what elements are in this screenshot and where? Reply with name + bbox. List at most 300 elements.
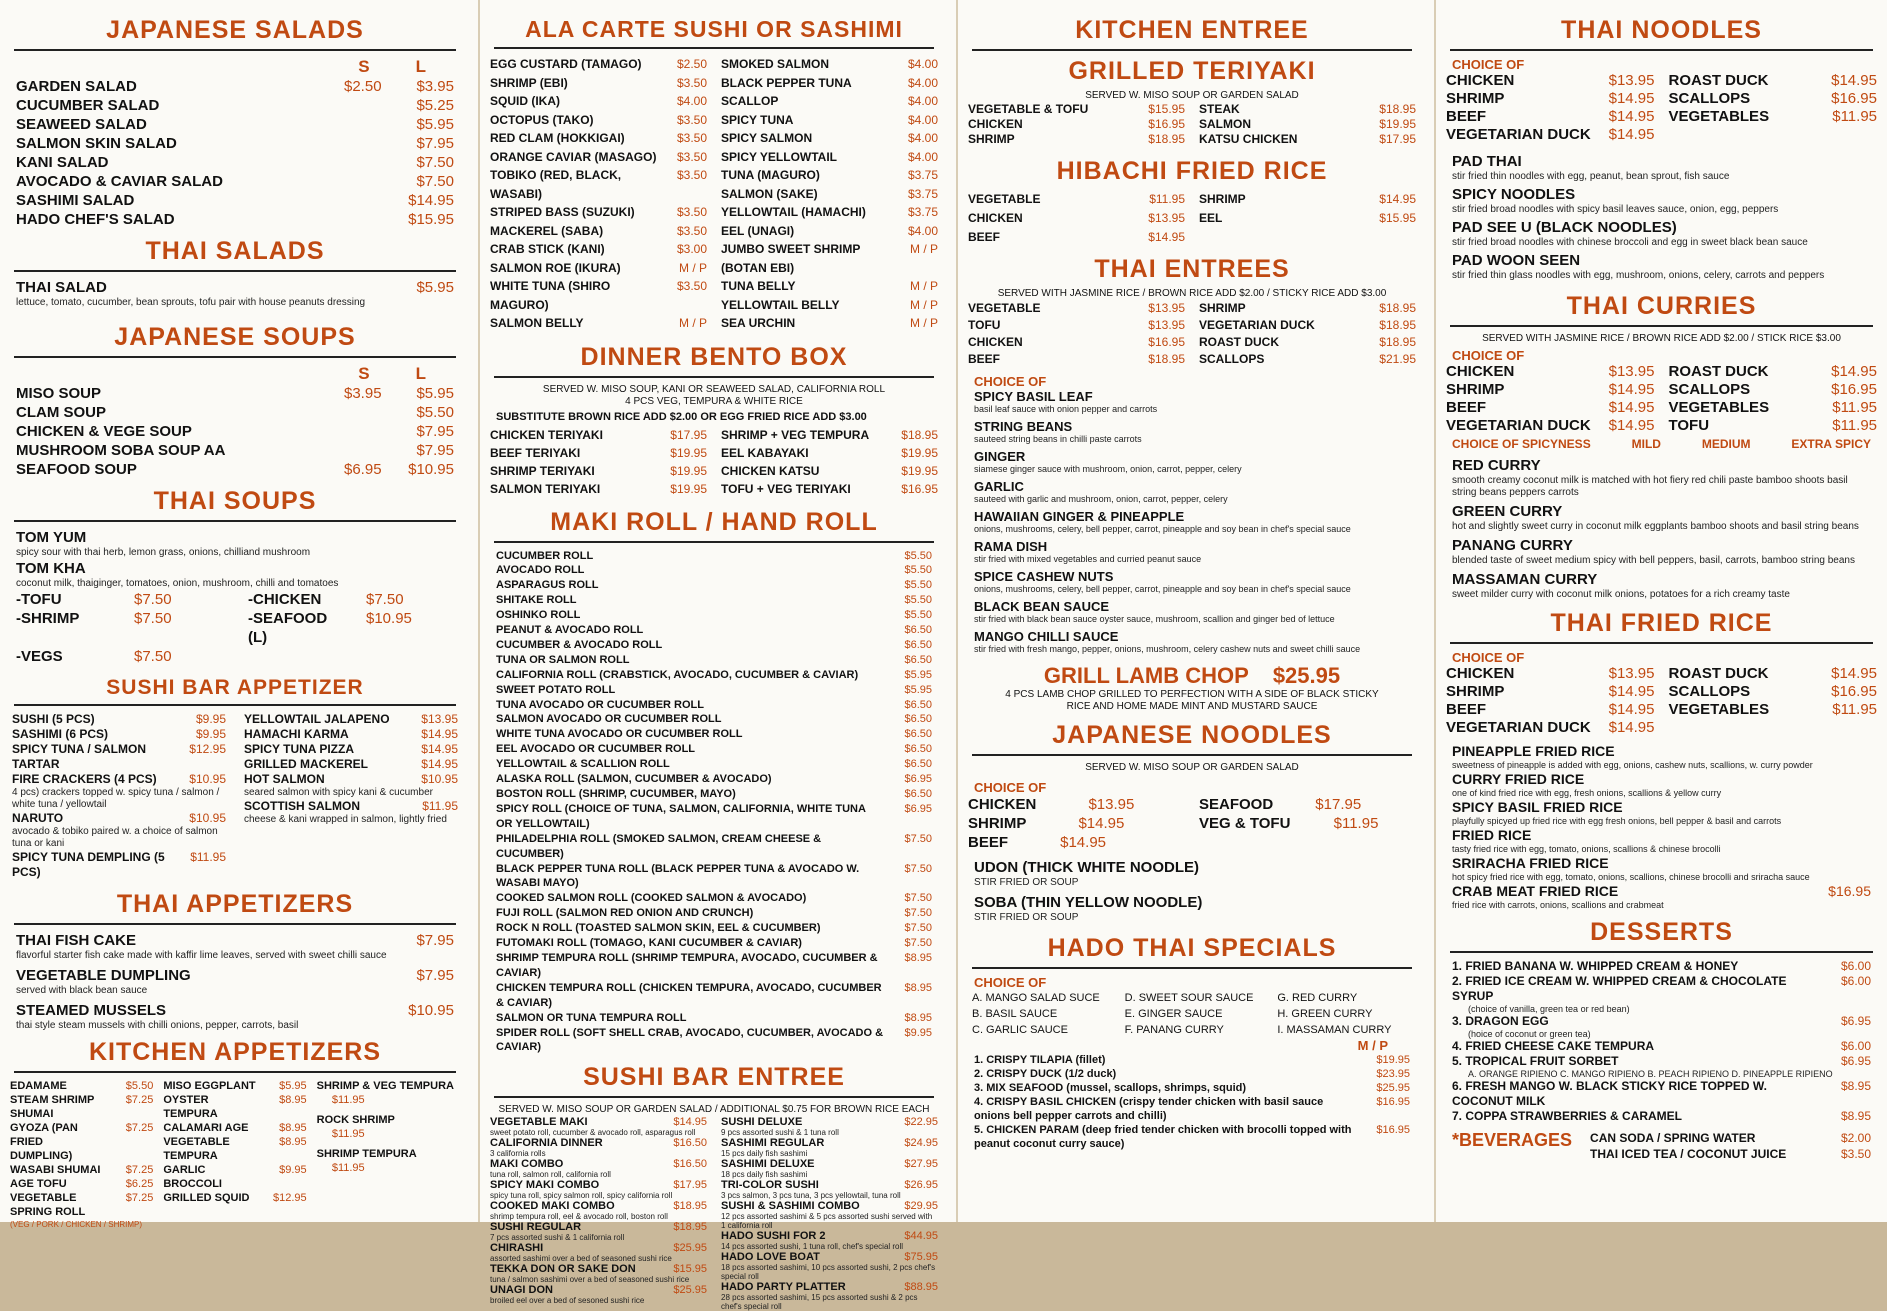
item-name: 3. MIX SEAFOOD (mussel, scallops, shrimps, squid) bbox=[974, 1082, 1247, 1094]
item-name: MACKEREL (SABA) bbox=[490, 223, 604, 238]
item-prices bbox=[1607, 719, 1655, 737]
item-prices bbox=[659, 111, 707, 130]
item-price: $3.50 bbox=[1840, 1147, 1871, 1161]
item-prices bbox=[1137, 102, 1185, 117]
menu-item bbox=[1444, 126, 1657, 144]
item-prices bbox=[659, 462, 707, 480]
menu-item bbox=[488, 1221, 709, 1233]
sushi-entree-left bbox=[488, 1116, 709, 1311]
item-name: HOT SALMON bbox=[244, 772, 325, 786]
item-name: UDON (THICK WHITE NOODLE) bbox=[974, 859, 1199, 876]
menu-item bbox=[488, 203, 709, 222]
divider bbox=[14, 520, 456, 522]
item-name: BLACK BEAN SAUCE bbox=[974, 599, 1110, 614]
item-name: YELLOWTAIL JALAPENO bbox=[244, 712, 390, 726]
item-description: A. ORANGE RIPIENO C. MANGO RIPIENO B. PEACH RIPIENO D. PINEAPPLE RIPIENO bbox=[1468, 1069, 1833, 1079]
item-prices bbox=[890, 277, 938, 296]
item-description: lettuce, tomato, cucumber, bean sprouts, tofu pair with house peanuts dressing bbox=[16, 297, 366, 308]
item-price: $7.50 bbox=[366, 591, 404, 608]
item-name: GARDEN SALAD bbox=[16, 78, 137, 95]
item-name: ORANGE CAVIAR (MASAGO) bbox=[490, 149, 657, 164]
lamb-price: $25.95 bbox=[1272, 663, 1341, 688]
menu-item bbox=[966, 509, 1418, 524]
item-prices bbox=[884, 832, 932, 862]
item-price: $4.00 bbox=[907, 149, 938, 164]
item-prices bbox=[1362, 419, 1410, 434]
choice-label: CHOICE OF bbox=[974, 780, 1047, 795]
item-description: shrimp tempura roll, eel & avocado roll, boston roll bbox=[490, 1212, 668, 1222]
menu-item bbox=[8, 559, 462, 578]
item-price: $19.95 bbox=[1379, 117, 1416, 131]
item-prices bbox=[890, 222, 938, 241]
menu-item bbox=[966, 1123, 1418, 1151]
menu-item bbox=[488, 444, 709, 462]
item-price: $16.95 bbox=[1148, 117, 1185, 131]
menu-item bbox=[1444, 417, 1657, 435]
menu-item bbox=[488, 1242, 709, 1254]
menu-item bbox=[488, 832, 940, 862]
menu-item bbox=[1197, 351, 1418, 368]
item-prices bbox=[410, 712, 458, 727]
item-name: TEKKA DON OR SAKE DON bbox=[490, 1263, 636, 1276]
item-description: STIR FRIED OR SOUP bbox=[974, 912, 1079, 923]
item-price: $6.50 bbox=[904, 788, 932, 800]
menu-item bbox=[488, 623, 940, 638]
special-option: G. RED CURRY bbox=[1277, 992, 1358, 1004]
item-prices bbox=[1137, 132, 1185, 147]
item-price: $5.50 bbox=[416, 404, 454, 421]
item-name: FUTOMAKI ROLL (TOMAGO, KANI CUCUMBER & CAVIAR) bbox=[496, 937, 802, 950]
item-prices bbox=[884, 936, 932, 951]
item-prices bbox=[890, 480, 938, 498]
menu-item bbox=[1667, 701, 1880, 719]
item-name: HAMACHI KARMA bbox=[244, 727, 349, 741]
item-price: $16.95 bbox=[1148, 335, 1185, 349]
item-price: $8.95 bbox=[279, 1094, 307, 1106]
item-description: sweet milder curry with coconut milk onions, potatoes for a rich creamy taste bbox=[1452, 589, 1790, 600]
item-name: SEAWEED SALAD bbox=[16, 116, 147, 133]
menu-item bbox=[1667, 90, 1880, 108]
item-name: BOSTON ROLL (SHRIMP, CUCUMBER, MAYO) bbox=[496, 788, 736, 800]
thai-entrees-left bbox=[966, 300, 1187, 368]
item-price: $4.00 bbox=[907, 131, 938, 145]
item-price: $11.95 bbox=[1832, 399, 1877, 416]
item-name: HADO PARTY PLATTER bbox=[721, 1281, 846, 1294]
menu-item bbox=[966, 795, 1187, 814]
size-l: L bbox=[415, 364, 426, 383]
menu-item bbox=[1444, 185, 1879, 204]
item-prices bbox=[1368, 317, 1416, 334]
item-price: $11.95 bbox=[190, 850, 226, 864]
item-prices bbox=[890, 240, 938, 277]
menu-item bbox=[966, 1095, 1418, 1123]
section-heading: GRILLED TERIYAKI bbox=[1068, 57, 1316, 85]
item-prices bbox=[659, 1242, 707, 1254]
item-prices bbox=[410, 727, 458, 742]
item-name: MUSHROOM SOBA SOUP AA bbox=[16, 442, 226, 459]
item-prices bbox=[1362, 1067, 1410, 1081]
item-prices bbox=[659, 1137, 707, 1149]
item-prices bbox=[344, 96, 454, 115]
section-note: SERVED W. MISO SOUP OR GARDEN SALAD bbox=[1085, 90, 1299, 101]
item-name: ROAST DUCK bbox=[1668, 363, 1769, 380]
item-name: 1. FRIED BANANA W. WHIPPED CREAM & HONEY bbox=[1452, 959, 1739, 973]
item-name: STRING BEANS bbox=[974, 419, 1073, 434]
menu-item bbox=[240, 590, 462, 609]
item-price: $18.95 bbox=[1379, 318, 1416, 332]
item-prices bbox=[659, 480, 707, 498]
divider bbox=[1450, 325, 1873, 327]
item-description: stir fried with mixed vegetables and curried peanut sauce bbox=[974, 554, 1202, 564]
item-prices bbox=[659, 55, 707, 74]
divider bbox=[494, 1096, 934, 1098]
item-name: PAD THAI bbox=[1452, 153, 1522, 170]
item-price: $15.95 bbox=[673, 1263, 707, 1276]
item-name: PANANG CURRY bbox=[1452, 537, 1573, 554]
item-name: SPIDER ROLL (SOFT SHELL CRAB, AVOCADO, CUCUMBER, AVOCADO & CAVIAR) bbox=[496, 1026, 884, 1054]
menu-item bbox=[8, 172, 462, 191]
item-name: SCALLOP bbox=[721, 94, 779, 108]
menu-item bbox=[966, 1053, 1418, 1067]
item-description: 18 pcs assorted sashimi, 10 pcs assorted sushi, 2 pcs chef's special roll bbox=[721, 1263, 936, 1282]
section-heading: MAKI ROLL / HAND ROLL bbox=[550, 507, 878, 536]
section-note: 4 PCS LAMB CHOP GRILLED TO PERFECTION WITH A SIDE OF BLACK STICKY bbox=[1005, 689, 1379, 700]
item-description: sauteed string beans in chilli paste carrots bbox=[974, 434, 1142, 444]
item-name: 4. CRISPY BASIL CHICKEN (crispy tender chicken with basil sauce onions bell pepper carrots and chilli) bbox=[974, 1096, 1324, 1122]
item-prices bbox=[1823, 251, 1871, 270]
item-name: VEGETABLES bbox=[1668, 701, 1770, 718]
sushi-app-left bbox=[8, 712, 230, 880]
item-name: VEGETABLES bbox=[1668, 399, 1770, 416]
item-name: RED CLAM (HOKKIGAI) bbox=[490, 131, 625, 145]
item-price: $13.95 bbox=[1148, 301, 1185, 315]
item-description: sweetness of pineapple is added with egg, onions, cashew nuts, scallions, w. curry powder bbox=[1452, 760, 1813, 770]
item-prices bbox=[1137, 317, 1185, 334]
specials-opts bbox=[966, 990, 1418, 1038]
item-description: 15 pcs daily fish sashimi bbox=[721, 1149, 808, 1159]
lamb-chop-header bbox=[966, 663, 1418, 689]
menu-item bbox=[1444, 570, 1879, 589]
section-note: SERVED WITH JASMINE RICE / BROWN RICE ADD $2.00 / STICK RICE $3.00 bbox=[1482, 333, 1841, 344]
item-price: $10.95 bbox=[408, 1002, 454, 1019]
item-price: $9.95 bbox=[904, 1026, 932, 1039]
item-name: RED CURRY bbox=[1452, 457, 1541, 474]
item-name: 2. FRIED ICE CREAM W. WHIPPED CREAM & CHOCOLATE SYRUP bbox=[1452, 974, 1787, 1003]
item-name: CHICKEN bbox=[968, 796, 1037, 813]
item-name: 5. TROPICAL FRUIT SORBET bbox=[1452, 1054, 1619, 1068]
item-description: stir fried thin noodles with egg, peanut, bean sprout, fish sauce bbox=[1452, 171, 1730, 182]
menu-item bbox=[966, 893, 1418, 912]
thai-entrees-right bbox=[1197, 300, 1418, 368]
item-name: VEGETARIAN DUCK bbox=[1446, 417, 1591, 434]
spice-level: CHOICE OF SPICYNESS bbox=[1452, 437, 1591, 451]
menu-item bbox=[161, 1135, 308, 1163]
menu-item bbox=[488, 653, 940, 668]
item-description: playfully spicyed up fried rice with egg fresh onions, bell pepper & basil and carrots bbox=[1452, 816, 1782, 826]
spice-level: MILD bbox=[1631, 437, 1661, 451]
fr-right bbox=[1667, 665, 1880, 737]
item-name: SPICY MAKI COMBO bbox=[490, 1179, 600, 1192]
item-name: -CHICKEN bbox=[248, 591, 322, 608]
item-name: HADO LOVE BOAT bbox=[721, 1251, 820, 1264]
item-prices bbox=[178, 712, 226, 727]
item-name: TOM KHA bbox=[16, 560, 86, 577]
menu-item bbox=[488, 906, 940, 921]
item-name: SEAFOOD SOUP bbox=[16, 461, 137, 478]
item-name: STEAMED MUSSELS bbox=[16, 1002, 167, 1019]
item-price: $16.95 bbox=[1376, 1124, 1410, 1136]
item-prices bbox=[890, 185, 938, 204]
section-note: 4 PCS VEG, TEMPURA & WHITE RICE bbox=[625, 395, 803, 407]
menu-item bbox=[1197, 209, 1418, 228]
item-price: $16.95 bbox=[1376, 1096, 1410, 1108]
menu-item bbox=[719, 1251, 940, 1263]
item-price: $14.95 bbox=[421, 757, 458, 771]
menu-item bbox=[1444, 665, 1657, 683]
menu-item bbox=[161, 1163, 308, 1191]
item-price: $3.50 bbox=[676, 223, 707, 238]
item-prices bbox=[1362, 1095, 1410, 1123]
item-name: BEEF bbox=[1446, 399, 1487, 416]
item-prices bbox=[1137, 209, 1185, 228]
item-prices bbox=[1607, 126, 1655, 144]
menu-item bbox=[1197, 102, 1418, 117]
menu-item bbox=[161, 1121, 308, 1135]
menu-item bbox=[966, 317, 1187, 334]
item-prices bbox=[659, 203, 707, 222]
item-prices bbox=[659, 240, 707, 259]
menu-item bbox=[966, 858, 1418, 877]
menu-item bbox=[8, 384, 462, 403]
item-prices bbox=[259, 1135, 307, 1163]
item-name: TUNA BELLY bbox=[721, 279, 796, 293]
menu-column-3 bbox=[956, 0, 1426, 1222]
item-name: UNAGI DON bbox=[490, 1284, 553, 1297]
item-name: 6. FRESH MANGO W. BLACK STICKY RICE TOPPED W. COCONUT MILK bbox=[1452, 1079, 1767, 1108]
item-prices bbox=[884, 653, 932, 668]
item-prices bbox=[1607, 381, 1655, 399]
item-price: $8.95 bbox=[904, 1011, 932, 1024]
item-price: $14.95 bbox=[1078, 815, 1125, 832]
menu-item bbox=[966, 569, 1418, 584]
item-name: SASHIMI SALAD bbox=[16, 192, 135, 209]
item-prices bbox=[1829, 683, 1877, 701]
item-prices bbox=[1368, 351, 1416, 368]
item-prices bbox=[1823, 1146, 1871, 1162]
size-s: S bbox=[358, 364, 370, 383]
item-price: $14.95 bbox=[1379, 192, 1416, 206]
menu-item bbox=[488, 166, 709, 203]
menu-item bbox=[719, 1281, 940, 1293]
item-prices bbox=[105, 1079, 153, 1093]
menu-item bbox=[1444, 959, 1879, 974]
item-name: CUCUMBER & AVOCADO ROLL bbox=[496, 638, 663, 651]
item-price: $88.95 bbox=[904, 1281, 938, 1294]
item-prices bbox=[1823, 185, 1871, 204]
divider bbox=[14, 49, 456, 51]
menu-item bbox=[966, 300, 1187, 317]
section-heading: THAI NOODLES bbox=[1561, 16, 1762, 44]
item-name: MISO EGGPLANT bbox=[163, 1080, 256, 1092]
item-name: EEL bbox=[1199, 211, 1223, 225]
item-name: 3. DRAGON EGG bbox=[1452, 1014, 1549, 1028]
menu-item bbox=[8, 772, 230, 787]
item-price: $7.50 bbox=[904, 832, 932, 845]
item-prices bbox=[884, 981, 932, 1011]
item-name: OYSTER TEMPURA bbox=[163, 1094, 218, 1120]
alacarte-right bbox=[719, 55, 940, 333]
menu-item bbox=[719, 1137, 940, 1149]
item-name: SPICY TUNA / SALMON TARTAR bbox=[12, 742, 147, 771]
item-prices bbox=[890, 1137, 938, 1149]
menu-item bbox=[719, 222, 940, 241]
curries-grid bbox=[1444, 363, 1879, 435]
menu-item bbox=[1444, 883, 1879, 900]
menu-item bbox=[1444, 719, 1657, 737]
item-price: $3.75 bbox=[907, 168, 938, 182]
item-prices bbox=[1362, 509, 1410, 524]
spice-level: EXTRA SPICY bbox=[1791, 437, 1871, 451]
section-heading: DESSERTS bbox=[1590, 918, 1733, 946]
menu-item bbox=[1444, 536, 1879, 555]
divider bbox=[14, 270, 456, 272]
menu-item bbox=[966, 629, 1418, 644]
item-name: SHRIMP + VEG TEMPURA bbox=[721, 427, 870, 442]
item-prices bbox=[1607, 72, 1655, 90]
divider bbox=[1450, 49, 1873, 51]
item-price: $11.95 bbox=[1832, 701, 1877, 718]
item-prices bbox=[890, 129, 938, 148]
item-name: MANGO CHILLI SAUCE bbox=[974, 629, 1119, 644]
menu-item bbox=[488, 921, 940, 936]
item-prices bbox=[884, 772, 932, 787]
thai-entrees-grid bbox=[966, 300, 1418, 368]
item-prices bbox=[1823, 855, 1871, 872]
item-description: onions, mushrooms, celery, bell pepper, carrot, pineapple and soy bean in chef's special sauce bbox=[974, 584, 1351, 594]
item-name: YELLOWTAIL & SCALLION ROLL bbox=[496, 758, 670, 771]
item-prices bbox=[1829, 381, 1877, 399]
special-option: C. GARLIC SAUCE bbox=[972, 1024, 1068, 1036]
item-price: M / P bbox=[909, 297, 938, 312]
item-name: TOFU bbox=[1668, 417, 1710, 434]
item-name: CHICKEN bbox=[1446, 72, 1515, 89]
menu-item bbox=[488, 314, 709, 333]
item-prices bbox=[1829, 90, 1877, 108]
item-price: $7.50 bbox=[134, 648, 172, 665]
item-price: $7.50 bbox=[904, 862, 932, 875]
item-price: $7.25 bbox=[125, 1164, 154, 1176]
kitchen-app-col bbox=[161, 1079, 308, 1231]
item-prices bbox=[1829, 665, 1877, 683]
menu-item bbox=[488, 593, 940, 608]
item-prices bbox=[1362, 893, 1410, 912]
menu-item bbox=[1667, 683, 1880, 701]
item-prices bbox=[1829, 108, 1877, 126]
menu-item bbox=[488, 727, 940, 742]
item-name: VEGETABLE & TOFU bbox=[968, 102, 1089, 116]
item-name: THAI ICED TEA / COCONUT JUICE bbox=[1590, 1147, 1787, 1161]
menu-item bbox=[719, 426, 940, 444]
divider bbox=[14, 704, 456, 706]
menu-item bbox=[488, 148, 709, 167]
item-prices bbox=[1086, 795, 1134, 814]
item-prices bbox=[659, 1200, 707, 1212]
menu-item bbox=[1444, 72, 1657, 90]
item-price: $14.95 bbox=[673, 1116, 707, 1129]
item-prices bbox=[178, 742, 226, 772]
item-price: $14.95 bbox=[1608, 90, 1655, 107]
item-prices bbox=[1823, 771, 1871, 788]
item-name: KANI SALAD bbox=[16, 154, 109, 171]
item-price: $6.95 bbox=[1840, 1054, 1871, 1068]
item-price: $3.75 bbox=[907, 186, 938, 201]
item-prices bbox=[1058, 833, 1106, 852]
item-price: $5.50 bbox=[904, 594, 932, 607]
item-price: $18.95 bbox=[1379, 301, 1416, 315]
item-prices bbox=[317, 1161, 365, 1175]
menu-item bbox=[8, 441, 462, 460]
item-prices bbox=[884, 1011, 932, 1026]
item-price: $2.50 bbox=[344, 78, 382, 95]
menu-item bbox=[315, 1113, 462, 1141]
menu-item bbox=[488, 426, 709, 444]
divider bbox=[1450, 642, 1873, 644]
item-prices bbox=[884, 712, 932, 727]
item-price: $13.95 bbox=[1148, 211, 1185, 225]
item-description: stir fried broad noodles with chinese broccoli and egg in sweet black bean sauce bbox=[1452, 237, 1808, 248]
item-price: $6.00 bbox=[1840, 959, 1871, 973]
item-price: $8.95 bbox=[1840, 1109, 1871, 1123]
item-description: (choice of vanilla, green tea or red bean) bbox=[1468, 1004, 1630, 1014]
item-name: EEL AVOCADO OR CUCUMBER ROLL bbox=[496, 743, 696, 756]
menu-item bbox=[1197, 132, 1418, 147]
item-prices bbox=[1362, 1053, 1410, 1067]
divider bbox=[14, 1071, 456, 1073]
kitchen-app-grid bbox=[8, 1079, 462, 1231]
item-prices bbox=[1607, 701, 1655, 719]
menu-item bbox=[966, 117, 1187, 132]
fried-rice-grid bbox=[1444, 665, 1879, 737]
menu-item bbox=[161, 1191, 308, 1205]
alacarte-left bbox=[488, 55, 709, 333]
beverages bbox=[1444, 1124, 1879, 1162]
item-price: $44.95 bbox=[904, 1230, 938, 1243]
item-price: $4.00 bbox=[676, 94, 707, 108]
item-name: CRAB MEAT FRIED RICE bbox=[1452, 883, 1619, 899]
menu-item bbox=[8, 1177, 155, 1191]
item-price: $15.95 bbox=[408, 211, 454, 228]
item-price: $2.50 bbox=[676, 57, 707, 71]
item-price: $17.95 bbox=[670, 427, 707, 442]
item-name: VEGETABLE DUMPLING bbox=[16, 967, 191, 984]
item-prices bbox=[344, 134, 454, 153]
choice-label: CHOICE OF bbox=[974, 975, 1047, 990]
menu-item bbox=[8, 460, 462, 479]
item-prices bbox=[1137, 300, 1185, 317]
item-prices bbox=[884, 549, 932, 564]
beverage-list bbox=[1590, 1130, 1871, 1162]
menu-item bbox=[488, 1116, 709, 1128]
menu-item bbox=[8, 1163, 155, 1177]
menu-item bbox=[1444, 502, 1879, 521]
menu-item bbox=[8, 850, 230, 880]
item-description: stir fried broad noodles with spicy basil leaves sauce, onion, egg, peppers bbox=[1452, 204, 1779, 215]
menu-item bbox=[8, 966, 462, 985]
item-prices bbox=[178, 850, 226, 880]
item-price: $17.95 bbox=[1315, 796, 1362, 813]
item-price: $3.95 bbox=[344, 385, 382, 402]
item-name: SALMON OR TUNA TEMPURA ROLL bbox=[496, 1011, 687, 1024]
